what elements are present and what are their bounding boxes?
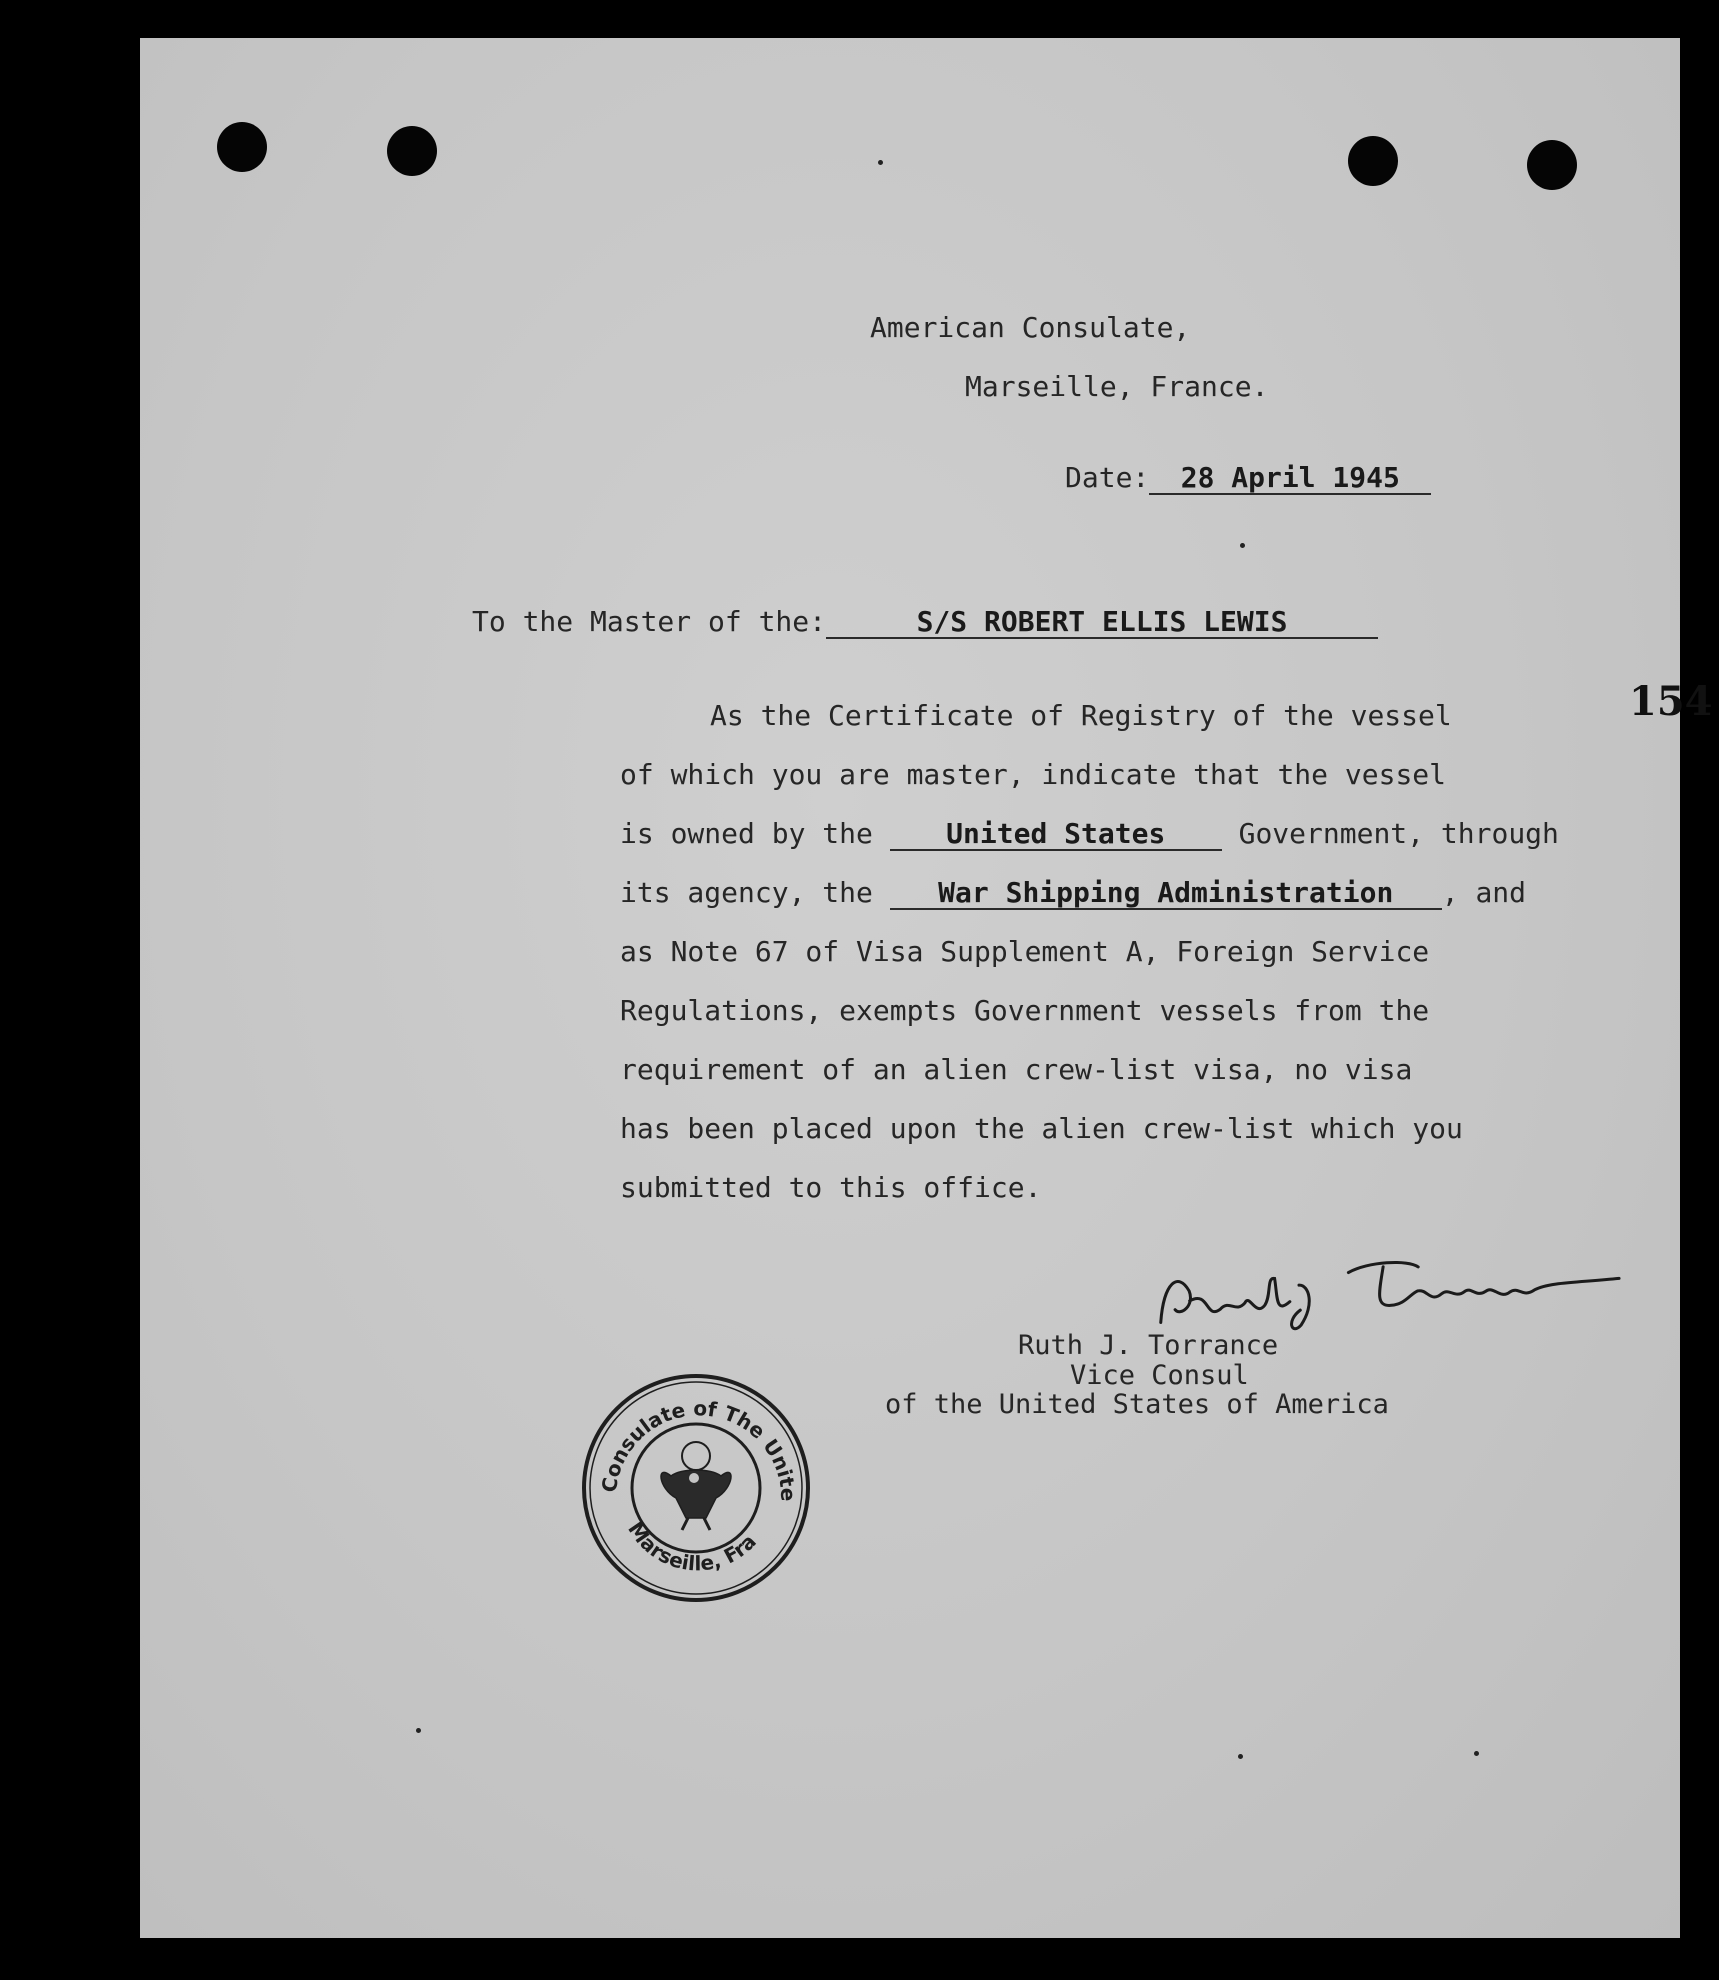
- addressee-line: [472, 605, 1378, 639]
- signer-name: Ruth J. Torrance: [1018, 1330, 1279, 1361]
- signer-country: of the United States of America: [885, 1389, 1389, 1420]
- consulate-seal: [576, 1368, 816, 1608]
- paper-speck: [1474, 1751, 1479, 1756]
- vessel-name: S/S ROBERT ELLIS LEWIS: [826, 608, 1378, 639]
- consulate-city: Marseille, France.: [965, 370, 1269, 403]
- body-line-7: requirement of an alien crew-list visa, no visa: [620, 1053, 1413, 1086]
- agency-label: its agency, the: [620, 876, 873, 909]
- date-line: [1065, 461, 1431, 495]
- punch-hole: [1348, 136, 1398, 186]
- owner-field: United States: [890, 820, 1222, 851]
- punch-hole: [387, 126, 437, 176]
- body-line-2: of which you are master, indicate that the vessel: [620, 758, 1447, 791]
- agency-field: War Shipping Administration: [890, 879, 1442, 910]
- eagle-icon: [661, 1442, 731, 1530]
- agency-and: , and: [1441, 876, 1527, 909]
- owned-by-label: is owned by the: [620, 817, 873, 850]
- punch-hole: [217, 122, 267, 172]
- government-through: Government, through: [1238, 817, 1559, 850]
- body-line-3: [620, 817, 1559, 851]
- date-value: 28 April 1945: [1149, 464, 1431, 495]
- signer-title: Vice Consul: [1070, 1360, 1249, 1391]
- consulate-name: American Consulate,: [870, 311, 1191, 344]
- body-line-5: as Note 67 of Visa Supplement A, Foreign Service: [620, 935, 1430, 968]
- seal-icon: [576, 1368, 816, 1608]
- addressee-label: To the Master of the:: [472, 605, 827, 638]
- paper-speck: [1240, 543, 1245, 548]
- punch-hole: [1527, 140, 1577, 190]
- seal-top-text: Consulate of The Unite: [596, 1396, 801, 1502]
- body-line-6: Regulations, exempts Government vessels from the: [620, 994, 1430, 1027]
- seal-bottom-text: Marseille, Fra: [623, 1517, 761, 1576]
- body-line-9: submitted to this office.: [620, 1171, 1042, 1204]
- signature-flourish-icon: [1148, 1238, 1632, 1343]
- body-line-1: As the Certificate of Registry of the vessel: [710, 699, 1452, 732]
- body-line-8: has been placed upon the alien crew-list which you: [620, 1112, 1463, 1145]
- paper-speck: [1238, 1754, 1243, 1759]
- date-label: Date:: [1065, 461, 1150, 494]
- document-page: [140, 38, 1713, 1938]
- paper-speck: [416, 1728, 421, 1733]
- file-number: 154: [1629, 678, 1713, 725]
- paper-speck: [878, 160, 883, 165]
- body-line-4: [620, 876, 1527, 910]
